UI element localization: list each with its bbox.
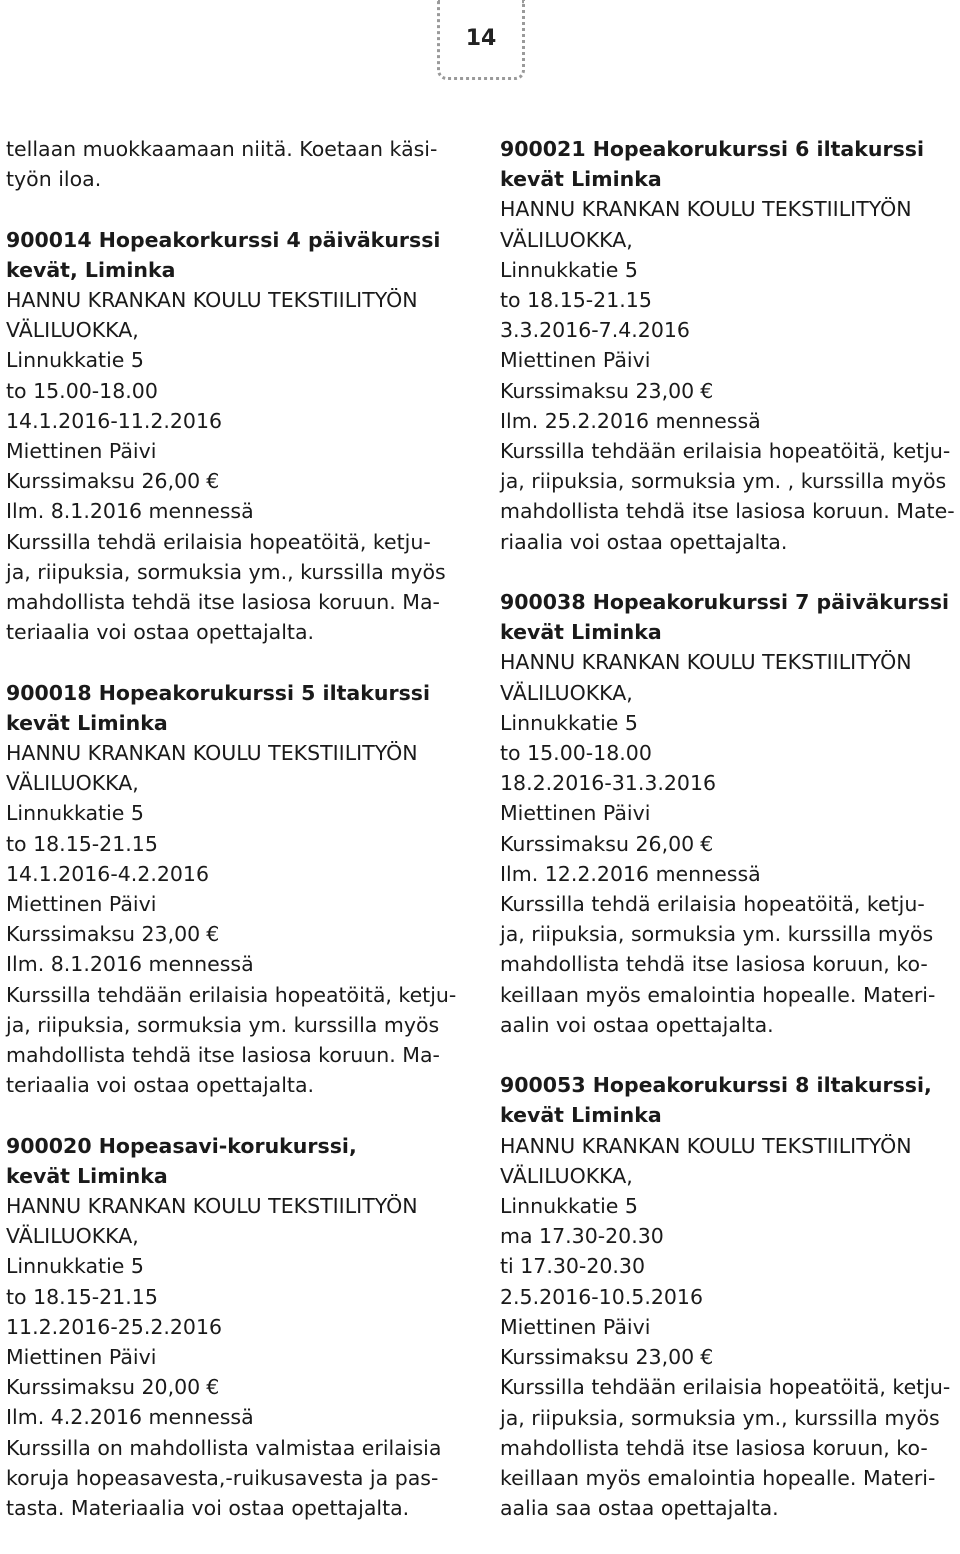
- course-season: kevät, Liminka: [6, 257, 176, 282]
- course-price: Kurssimaksu 23,00: [6, 922, 201, 947]
- desc-line: teriaalia voi ostaa opettajalta.: [6, 620, 315, 645]
- course-teacher: Miettinen Päivi: [500, 348, 651, 373]
- course-title: 900014 Hopeakorkurssi 4 päiväkurssi: [6, 227, 441, 252]
- course-description: [6, 527, 466, 648]
- desc-line: Kurssilla tehdä erilaisia hopeatöitä, ketju-: [6, 529, 431, 554]
- course-place: VÄLILUOKKA,: [6, 318, 139, 343]
- desc-line: tasta. Materiaalia voi ostaa opettajalta.: [6, 1496, 410, 1521]
- course-place: HANNU KRANKAN KOULU TEKSTIILITYÖN: [500, 650, 912, 675]
- course-time: to 15.00-18.00: [6, 378, 158, 403]
- course-teacher: Miettinen Päivi: [6, 892, 157, 917]
- desc-line: mahdollista tehdä itse lasiosa koruun. Ma-: [6, 590, 440, 615]
- course-price-line: [500, 829, 960, 859]
- desc-line: ja, riipuksia, sormuksia ym. kurssilla myös: [500, 922, 934, 947]
- course-teacher: Miettinen Päivi: [6, 439, 157, 464]
- course-season: kevät Liminka: [500, 1103, 662, 1128]
- page-number: 14: [465, 26, 497, 51]
- left-column: [6, 134, 466, 1553]
- course-address: Linnukkatie 5: [500, 257, 638, 282]
- intro-text: [6, 134, 466, 194]
- desc-line: Kurssilla tehdä erilaisia hopeatöitä, ketju-: [500, 892, 925, 917]
- course-address: Linnukkatie 5: [6, 1254, 144, 1279]
- course-900018: [6, 678, 466, 1101]
- course-time: ma 17.30-20.30: [500, 1224, 664, 1249]
- euro-icon: €: [700, 1345, 714, 1370]
- desc-line: mahdollista tehdä itse lasiosa koruun. Ma-: [6, 1043, 440, 1068]
- euro-icon: €: [206, 1375, 220, 1400]
- desc-line: keillaan myös emalointia hopealle. Materi-: [500, 1465, 936, 1490]
- euro-icon: €: [700, 378, 714, 403]
- course-signup: Ilm. 12.2.2016 mennessä: [500, 861, 761, 886]
- course-address: Linnukkatie 5: [500, 1194, 638, 1219]
- desc-line: ja, riipuksia, sormuksia ym., kurssilla myös: [6, 559, 446, 584]
- course-address: Linnukkatie 5: [6, 801, 144, 826]
- course-title: 900038 Hopeakorukurssi 7 päiväkurssi: [500, 590, 950, 615]
- course-teacher: Miettinen Päivi: [500, 1314, 651, 1339]
- course-address: Linnukkatie 5: [500, 710, 638, 735]
- desc-line: ja, riipuksia, sormuksia ym. kurssilla myös: [6, 1012, 440, 1037]
- course-place: HANNU KRANKAN KOULU TEKSTIILITYÖN: [6, 288, 418, 312]
- euro-icon: €: [206, 922, 220, 947]
- course-teacher: Miettinen Päivi: [500, 801, 651, 826]
- course-price-line: [500, 1342, 960, 1372]
- intro-line: tellaan muokkaamaan niitä. Koetaan käsi-: [6, 137, 438, 161]
- course-price: Kurssimaksu 26,00: [500, 831, 695, 856]
- course-signup: Ilm. 8.1.2016 mennessä: [6, 952, 254, 977]
- course-place: VÄLILUOKKA,: [500, 227, 633, 252]
- course-place: VÄLILUOKKA,: [6, 771, 139, 796]
- course-dates: 14.1.2016-11.2.2016: [6, 408, 223, 433]
- course-teacher: Miettinen Päivi: [6, 1345, 157, 1370]
- course-place: HANNU KRANKAN KOULU TEKSTIILITYÖN: [6, 1194, 418, 1219]
- course-title: 900018 Hopeakorukurssi 5 iltakurssi: [6, 680, 431, 705]
- course-place: VÄLILUOKKA,: [6, 1224, 139, 1249]
- course-time: to 18.15-21.15: [500, 288, 652, 313]
- course-time: ti 17.30-20.30: [500, 1254, 646, 1279]
- course-place: HANNU KRANKAN KOULU TEKSTIILITYÖN: [6, 741, 418, 766]
- course-time: to 15.00-18.00: [500, 741, 652, 766]
- desc-line: Kurssilla tehdään erilaisia hopeatöitä, ketju-: [500, 439, 951, 464]
- desc-line: Kurssilla tehdään erilaisia hopeatöitä, ketju-: [500, 1375, 951, 1400]
- course-address: Linnukkatie 5: [6, 348, 144, 373]
- course-signup: Ilm. 4.2.2016 mennessä: [6, 1405, 254, 1430]
- course-dates: 18.2.2016-31.3.2016: [500, 771, 717, 796]
- desc-line: keillaan myös emalointia hopealle. Materi-: [500, 982, 936, 1007]
- course-price-line: [6, 1372, 466, 1402]
- desc-line: mahdollista tehdä itse lasiosa koruun, ko-: [500, 952, 928, 977]
- course-price: Kurssimaksu 23,00: [500, 1345, 695, 1370]
- desc-line: aalin voi ostaa opettajalta.: [500, 1012, 774, 1037]
- course-dates: 2.5.2016-10.5.2016: [500, 1284, 704, 1309]
- course-season: kevät Liminka: [6, 1163, 168, 1188]
- course-dates: 14.1.2016-4.2.2016: [6, 861, 210, 886]
- course-season: kevät Liminka: [500, 620, 662, 645]
- desc-line: koruja hopeasavesta,-ruikusavesta ja pas-: [6, 1465, 439, 1490]
- course-price-line: [6, 466, 466, 496]
- course-signup: Ilm. 25.2.2016 mennessä: [500, 408, 761, 433]
- right-column: [500, 134, 960, 1554]
- desc-line: ja, riipuksia, sormuksia ym. , kurssilla myös: [500, 469, 947, 494]
- course-description: [6, 1433, 466, 1524]
- course-description: [500, 889, 960, 1040]
- course-time: to 18.15-21.15: [6, 1284, 158, 1309]
- course-place: HANNU KRANKAN KOULU TEKSTIILITYÖN: [500, 197, 912, 222]
- course-price: Kurssimaksu 23,00: [500, 378, 695, 403]
- page-number-box: [437, 0, 525, 80]
- course-900014: [6, 225, 466, 648]
- desc-line: aalia saa ostaa opettajalta.: [500, 1496, 779, 1521]
- course-place: VÄLILUOKKA,: [500, 1163, 633, 1188]
- desc-line: ja, riipuksia, sormuksia ym., kurssilla myös: [500, 1405, 940, 1430]
- desc-line: Kurssilla on mahdollista valmistaa erilaisia: [6, 1435, 442, 1460]
- euro-icon: €: [206, 469, 220, 494]
- course-title: 900020 Hopeasavi-korukurssi,: [6, 1133, 357, 1158]
- course-season: kevät Liminka: [500, 167, 662, 192]
- intro-line: työn iloa.: [6, 167, 102, 192]
- course-place: VÄLILUOKKA,: [500, 680, 633, 705]
- euro-icon: €: [700, 831, 714, 856]
- course-price-line: [500, 376, 960, 406]
- course-dates: 3.3.2016-7.4.2016: [500, 318, 690, 343]
- course-description: [500, 436, 960, 557]
- course-900020: [6, 1131, 466, 1524]
- course-price: Kurssimaksu 26,00: [6, 469, 201, 494]
- course-dates: 11.2.2016-25.2.2016: [6, 1314, 223, 1339]
- course-signup: Ilm. 8.1.2016 mennessä: [6, 499, 254, 524]
- desc-line: Kurssilla tehdään erilaisia hopeatöitä, ketju-: [6, 982, 457, 1007]
- course-place: HANNU KRANKAN KOULU TEKSTIILITYÖN: [500, 1133, 912, 1158]
- desc-line: mahdollista tehdä itse lasiosa koruun, ko-: [500, 1435, 928, 1460]
- course-description: [6, 980, 466, 1101]
- course-900038: [500, 587, 960, 1040]
- course-title: 900053 Hopeakorukurssi 8 iltakurssi,: [500, 1073, 932, 1098]
- course-time: to 18.15-21.15: [6, 831, 158, 856]
- course-season: kevät Liminka: [6, 710, 168, 735]
- course-description: [500, 1372, 960, 1523]
- desc-line: teriaalia voi ostaa opettajalta.: [6, 1073, 315, 1098]
- course-price-line: [6, 919, 466, 949]
- course-900053: [500, 1070, 960, 1523]
- desc-line: mahdollista tehdä itse lasiosa koruun. Mate-: [500, 499, 955, 524]
- course-900021: [500, 134, 960, 557]
- course-title: 900021 Hopeakorukurssi 6 iltakurssi: [500, 137, 925, 161]
- course-price: Kurssimaksu 20,00: [6, 1375, 201, 1400]
- desc-line: riaalia voi ostaa opettajalta.: [500, 529, 788, 554]
